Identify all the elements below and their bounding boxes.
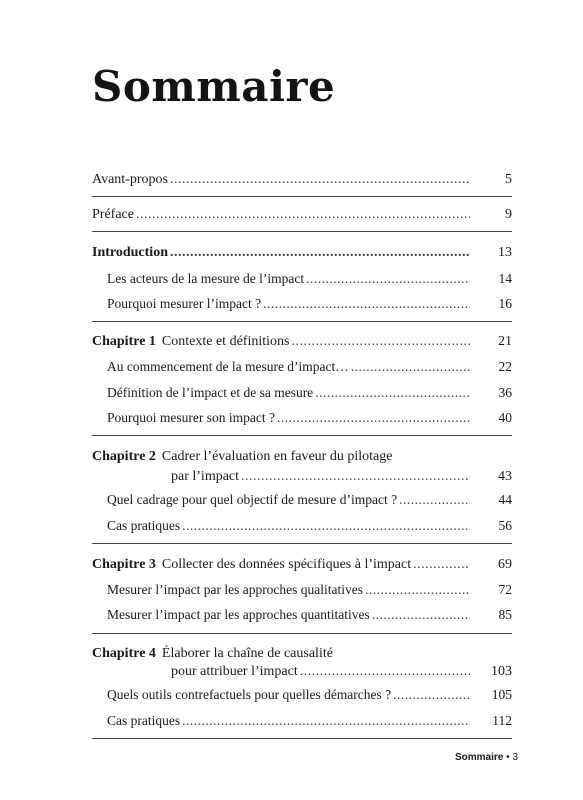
toc-entry-avant-propos[interactable]: [92, 170, 512, 190]
toc-label: Les acteurs de la mesure de l’impact: [107, 271, 305, 286]
toc-entry-chapter-4-line1[interactable]: [92, 644, 333, 664]
divider: [92, 543, 512, 544]
toc-entry-ch1-sub3[interactable]: [107, 408, 512, 428]
toc-page-number: 43: [498, 469, 512, 484]
divider: [92, 196, 512, 197]
page-title: Sommaire: [92, 62, 336, 111]
toc-entry-ch1-sub2[interactable]: [107, 383, 512, 403]
toc-leader: [170, 170, 470, 190]
toc-entry-chapter-1[interactable]: [92, 332, 512, 352]
toc-page-number: 103: [491, 664, 512, 679]
toc-label: Mesurer l’impact par les approches qualitatives: [107, 582, 364, 597]
toc-label: par l’impact: [171, 469, 240, 484]
toc-entry-intro-sub1[interactable]: [107, 269, 512, 289]
toc-leader: [170, 243, 470, 263]
toc-label: Mesurer l’impact par les approches quantitatives: [107, 607, 370, 622]
chapter-number: Chapitre 2: [92, 449, 156, 464]
toc-entry-ch2-sub1[interactable]: [107, 490, 512, 510]
toc-page-number: 21: [498, 334, 512, 349]
toc-entry-ch3-sub1[interactable]: [107, 580, 512, 600]
toc-page-number: 22: [498, 359, 512, 374]
toc-leader: [413, 555, 470, 575]
divider: [92, 435, 512, 436]
toc-leader: [300, 662, 470, 682]
toc-page-number: 13: [498, 245, 512, 260]
chapter-number: Chapitre 1: [92, 334, 156, 349]
toc-label: Avant-propos: [92, 172, 168, 187]
toc-page-number: 72: [498, 582, 512, 597]
toc-leader: [136, 205, 470, 225]
toc-page-number: 16: [498, 296, 512, 311]
footer-separator: •: [506, 752, 510, 763]
divider: [92, 231, 512, 232]
divider: [92, 633, 512, 634]
toc-page-number: 40: [498, 410, 512, 425]
toc-label: Au commencement de la mesure d’impact…: [107, 359, 349, 374]
toc-label: Pourquoi mesurer son impact ?: [107, 410, 275, 425]
toc-leader: [372, 605, 470, 625]
toc-page-number: 44: [498, 492, 512, 507]
toc-label: Pourquoi mesurer l’impact ?: [107, 296, 262, 311]
toc-entry-ch3-sub2[interactable]: [107, 605, 512, 625]
divider: [92, 321, 512, 322]
toc-label: Définition de l’impact et de sa mesure: [107, 385, 314, 400]
toc-page-number: 9: [505, 207, 512, 222]
footer-section: Sommaire: [455, 752, 504, 763]
toc-label: Cas pratiques: [107, 713, 181, 728]
toc-leader: [393, 685, 470, 705]
toc-page-number: 69: [498, 557, 512, 572]
footer-page-number: 3: [512, 752, 518, 763]
toc-entry-introduction[interactable]: [92, 243, 512, 263]
toc-label: Contexte et définitions: [161, 334, 290, 349]
toc-leader: [306, 269, 470, 289]
toc-entry-chapter-3[interactable]: [92, 555, 512, 575]
toc-leader: [263, 294, 470, 314]
toc-entry-ch4-sub1[interactable]: [107, 685, 512, 705]
toc-leader: [315, 383, 470, 403]
toc-page-number: 14: [498, 271, 512, 286]
toc-entry-chapter-2[interactable]: [92, 467, 512, 487]
toc-leader: [399, 490, 470, 510]
toc-label: Élaborer la chaîne de causalité: [161, 646, 333, 661]
toc-page-number: 105: [491, 687, 512, 702]
toc-label: Quels outils contrefactuels pour quelles démarches ?: [107, 687, 392, 702]
toc-label: Quel cadrage pour quel objectif de mesure d’impact ?: [107, 492, 398, 507]
toc-page-number: 112: [492, 713, 512, 728]
toc-label: Cas pratiques: [107, 518, 181, 533]
toc-label: Préface: [92, 207, 134, 222]
divider: [92, 738, 512, 739]
chapter-number: Chapitre 4: [92, 646, 156, 661]
toc-entry-ch2-sub2[interactable]: [107, 516, 512, 536]
toc-leader: [241, 467, 470, 487]
toc-leader: [277, 408, 470, 428]
toc-entry-chapter-4[interactable]: [92, 662, 512, 682]
toc-page-number: 56: [498, 518, 512, 533]
toc-leader: [182, 711, 470, 731]
toc-label: pour attribuer l’impact: [171, 664, 298, 679]
page-footer: [455, 752, 518, 763]
toc-leader: [182, 516, 470, 536]
toc-page-number: 36: [498, 385, 512, 400]
toc-label: Introduction: [92, 245, 168, 260]
toc-label: Cadrer l’évaluation en faveur du pilotage: [161, 449, 393, 464]
toc-entry-preface[interactable]: [92, 205, 512, 225]
toc-entry-intro-sub2[interactable]: [107, 294, 512, 314]
toc-label: Collecter des données spécifiques à l’impact: [161, 557, 412, 572]
toc-leader: [365, 580, 470, 600]
toc-entry-ch4-sub2[interactable]: [107, 711, 512, 731]
toc-page-number: 85: [498, 607, 512, 622]
toc-page-number: 5: [505, 172, 512, 187]
toc-entry-ch1-sub1[interactable]: [107, 357, 512, 377]
toc-leader: [351, 357, 470, 377]
toc-leader: [291, 332, 470, 352]
chapter-number: Chapitre 3: [92, 557, 156, 572]
toc-entry-chapter-2-line1[interactable]: [92, 447, 392, 467]
